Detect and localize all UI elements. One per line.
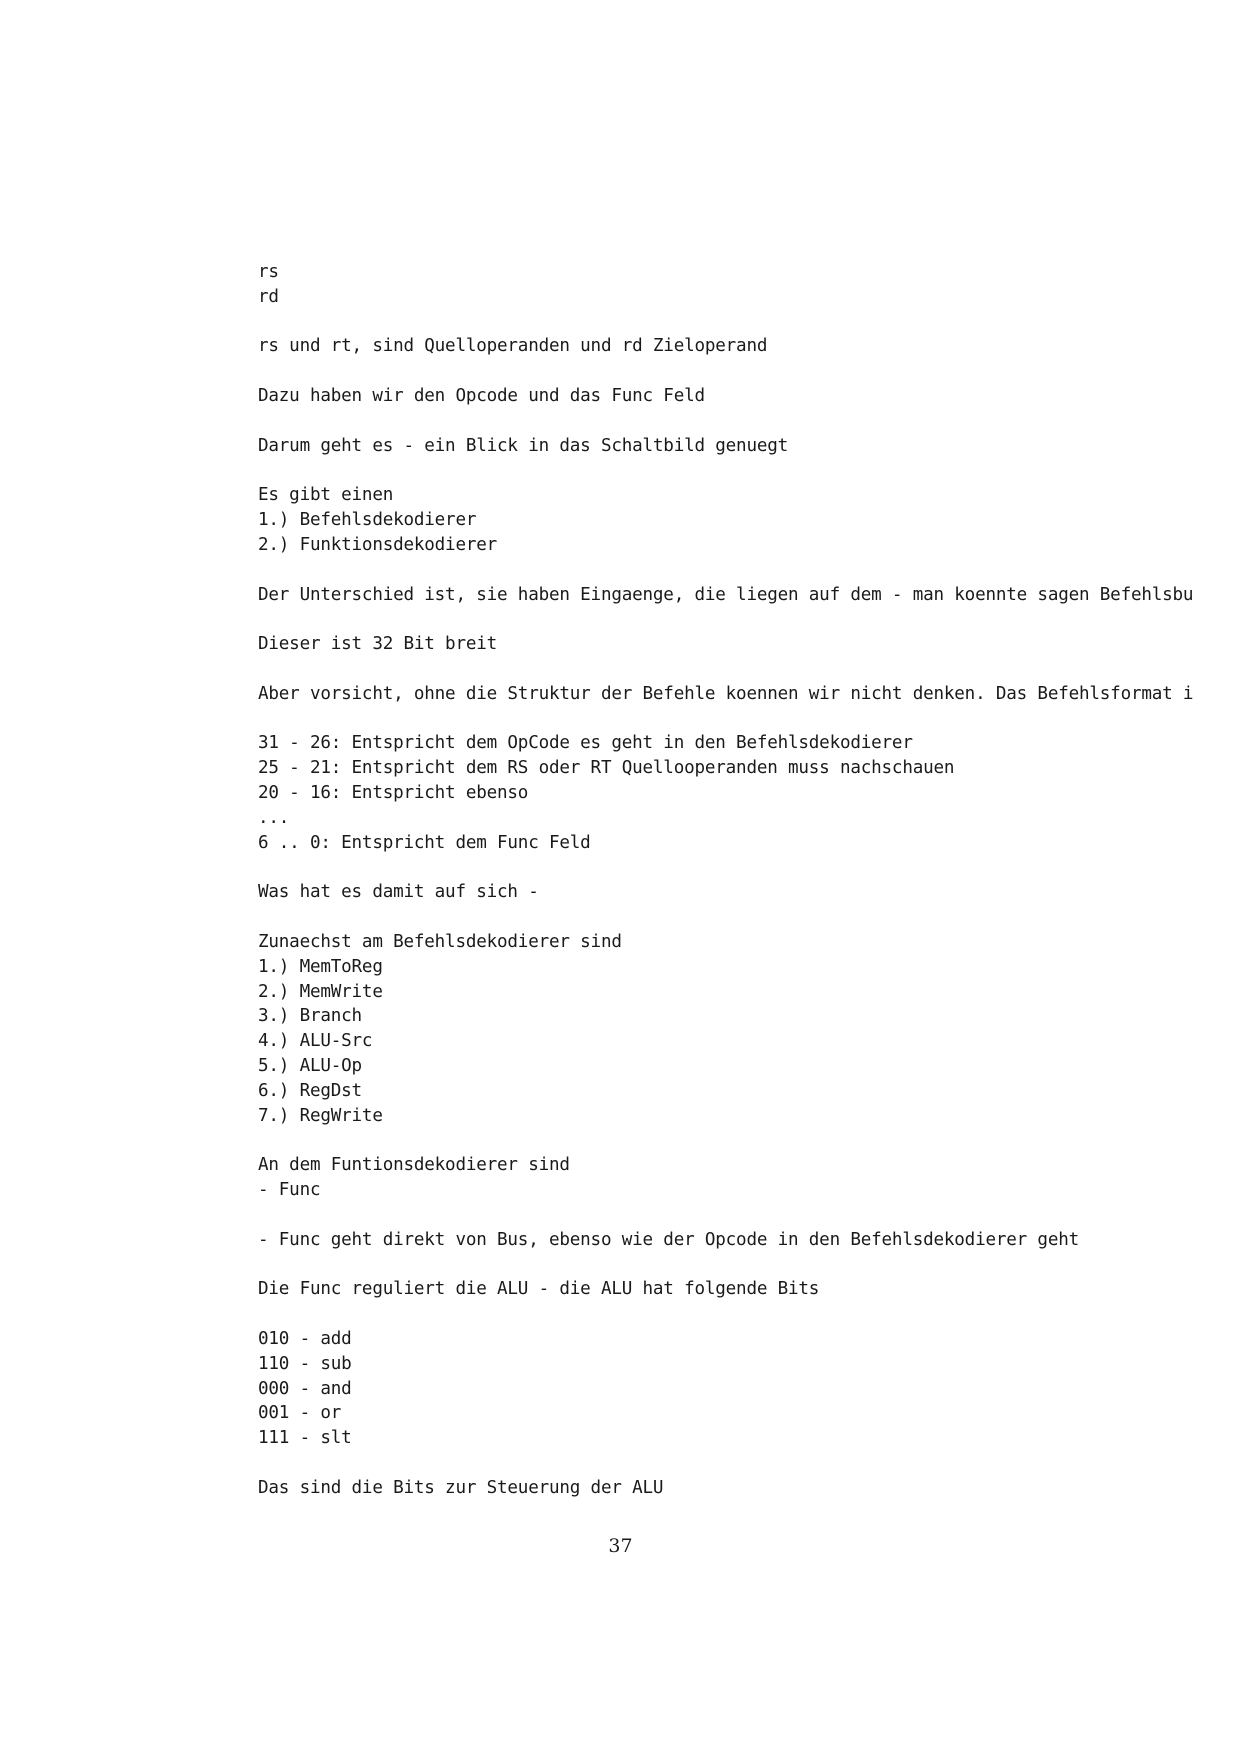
list-item: 2.) MemWrite [258, 981, 383, 1002]
text-line [258, 905, 1193, 930]
page-number: 37 [608, 1535, 633, 1557]
list-item: 4.) ALU-Src [258, 1031, 373, 1052]
alu-code-line: 111 - slt [258, 1428, 352, 1449]
text-line [258, 607, 1193, 632]
text-line: Zunaechst am Befehlsdekodierer sind [258, 931, 622, 952]
text-line: Es gibt einen [258, 485, 394, 506]
text-line [258, 856, 1193, 881]
text-line: Der Unterschied ist, sie haben Eingaenge, die liegen auf dem - man koennte sagen Befehlsbu [258, 584, 1194, 605]
text-line: Was hat es damit auf sich - [258, 882, 539, 903]
alu-code-line: 000 - and [258, 1378, 352, 1399]
text-line [258, 657, 1193, 682]
list-item: 2.) Funktionsdekodierer [258, 534, 498, 555]
text-line: rs und rt, sind Quelloperanden und rd Zieloperand [258, 336, 768, 357]
bit-field-line: 20 - 16: Entspricht ebenso [258, 783, 529, 804]
text-line [258, 409, 1193, 434]
text-line [258, 1302, 1193, 1327]
text-line [258, 1253, 1193, 1278]
text-line: Aber vorsicht, ohne die Struktur der Befehle koennen wir nicht denken. Das Befehlsformat i [258, 683, 1194, 704]
alu-code-line: 001 - or [258, 1403, 342, 1424]
list-item: 5.) ALU-Op [258, 1056, 362, 1076]
bit-field-line: 25 - 21: Entspricht dem RS oder RT Quellooperanden muss nachschauen [258, 758, 955, 779]
text-line: Dazu haben wir den Opcode und das Func Feld [258, 386, 705, 407]
text-line [258, 1451, 1193, 1476]
list-item: 1.) Befehlsdekodierer [258, 510, 477, 531]
list-item: - Func [258, 1180, 321, 1201]
text-line: - Func geht direkt von Bus, ebenso wie der Opcode in den Befehlsdekodierer geht [258, 1229, 1079, 1250]
verbatim-text-block [258, 260, 1193, 1501]
text-line: Das sind die Bits zur Steuerung der ALU [258, 1477, 664, 1498]
list-item: 3.) Branch [258, 1006, 362, 1027]
text-line [258, 1128, 1193, 1153]
text-line [258, 558, 1193, 583]
text-line [258, 459, 1193, 484]
bit-field-line: 6 .. 0: Entspricht dem Func Feld [258, 832, 591, 853]
text-line [258, 359, 1193, 384]
text-line [258, 310, 1193, 335]
text-line: Darum geht es - ein Blick in das Schaltbild genuegt [258, 435, 789, 456]
bit-field-line: ... [258, 807, 290, 828]
text-line: rs [258, 262, 279, 282]
alu-code-line: 010 - add [258, 1328, 352, 1349]
list-item: 1.) MemToReg [258, 956, 383, 977]
text-line [258, 707, 1193, 732]
bit-field-line: 31 - 26: Entspricht dem OpCode es geht in den Befehlsdekodierer [258, 733, 913, 754]
text-line: An dem Funtionsdekodierer sind [258, 1155, 570, 1176]
list-item: 6.) RegDst [258, 1080, 362, 1101]
text-line [258, 1203, 1193, 1228]
alu-code-line: 110 - sub [258, 1353, 352, 1374]
text-line: rd [258, 286, 279, 307]
list-item: 7.) RegWrite [258, 1105, 383, 1126]
text-line: Die Func reguliert die ALU - die ALU hat folgende Bits [258, 1279, 820, 1300]
text-line: Dieser ist 32 Bit breit [258, 634, 498, 655]
